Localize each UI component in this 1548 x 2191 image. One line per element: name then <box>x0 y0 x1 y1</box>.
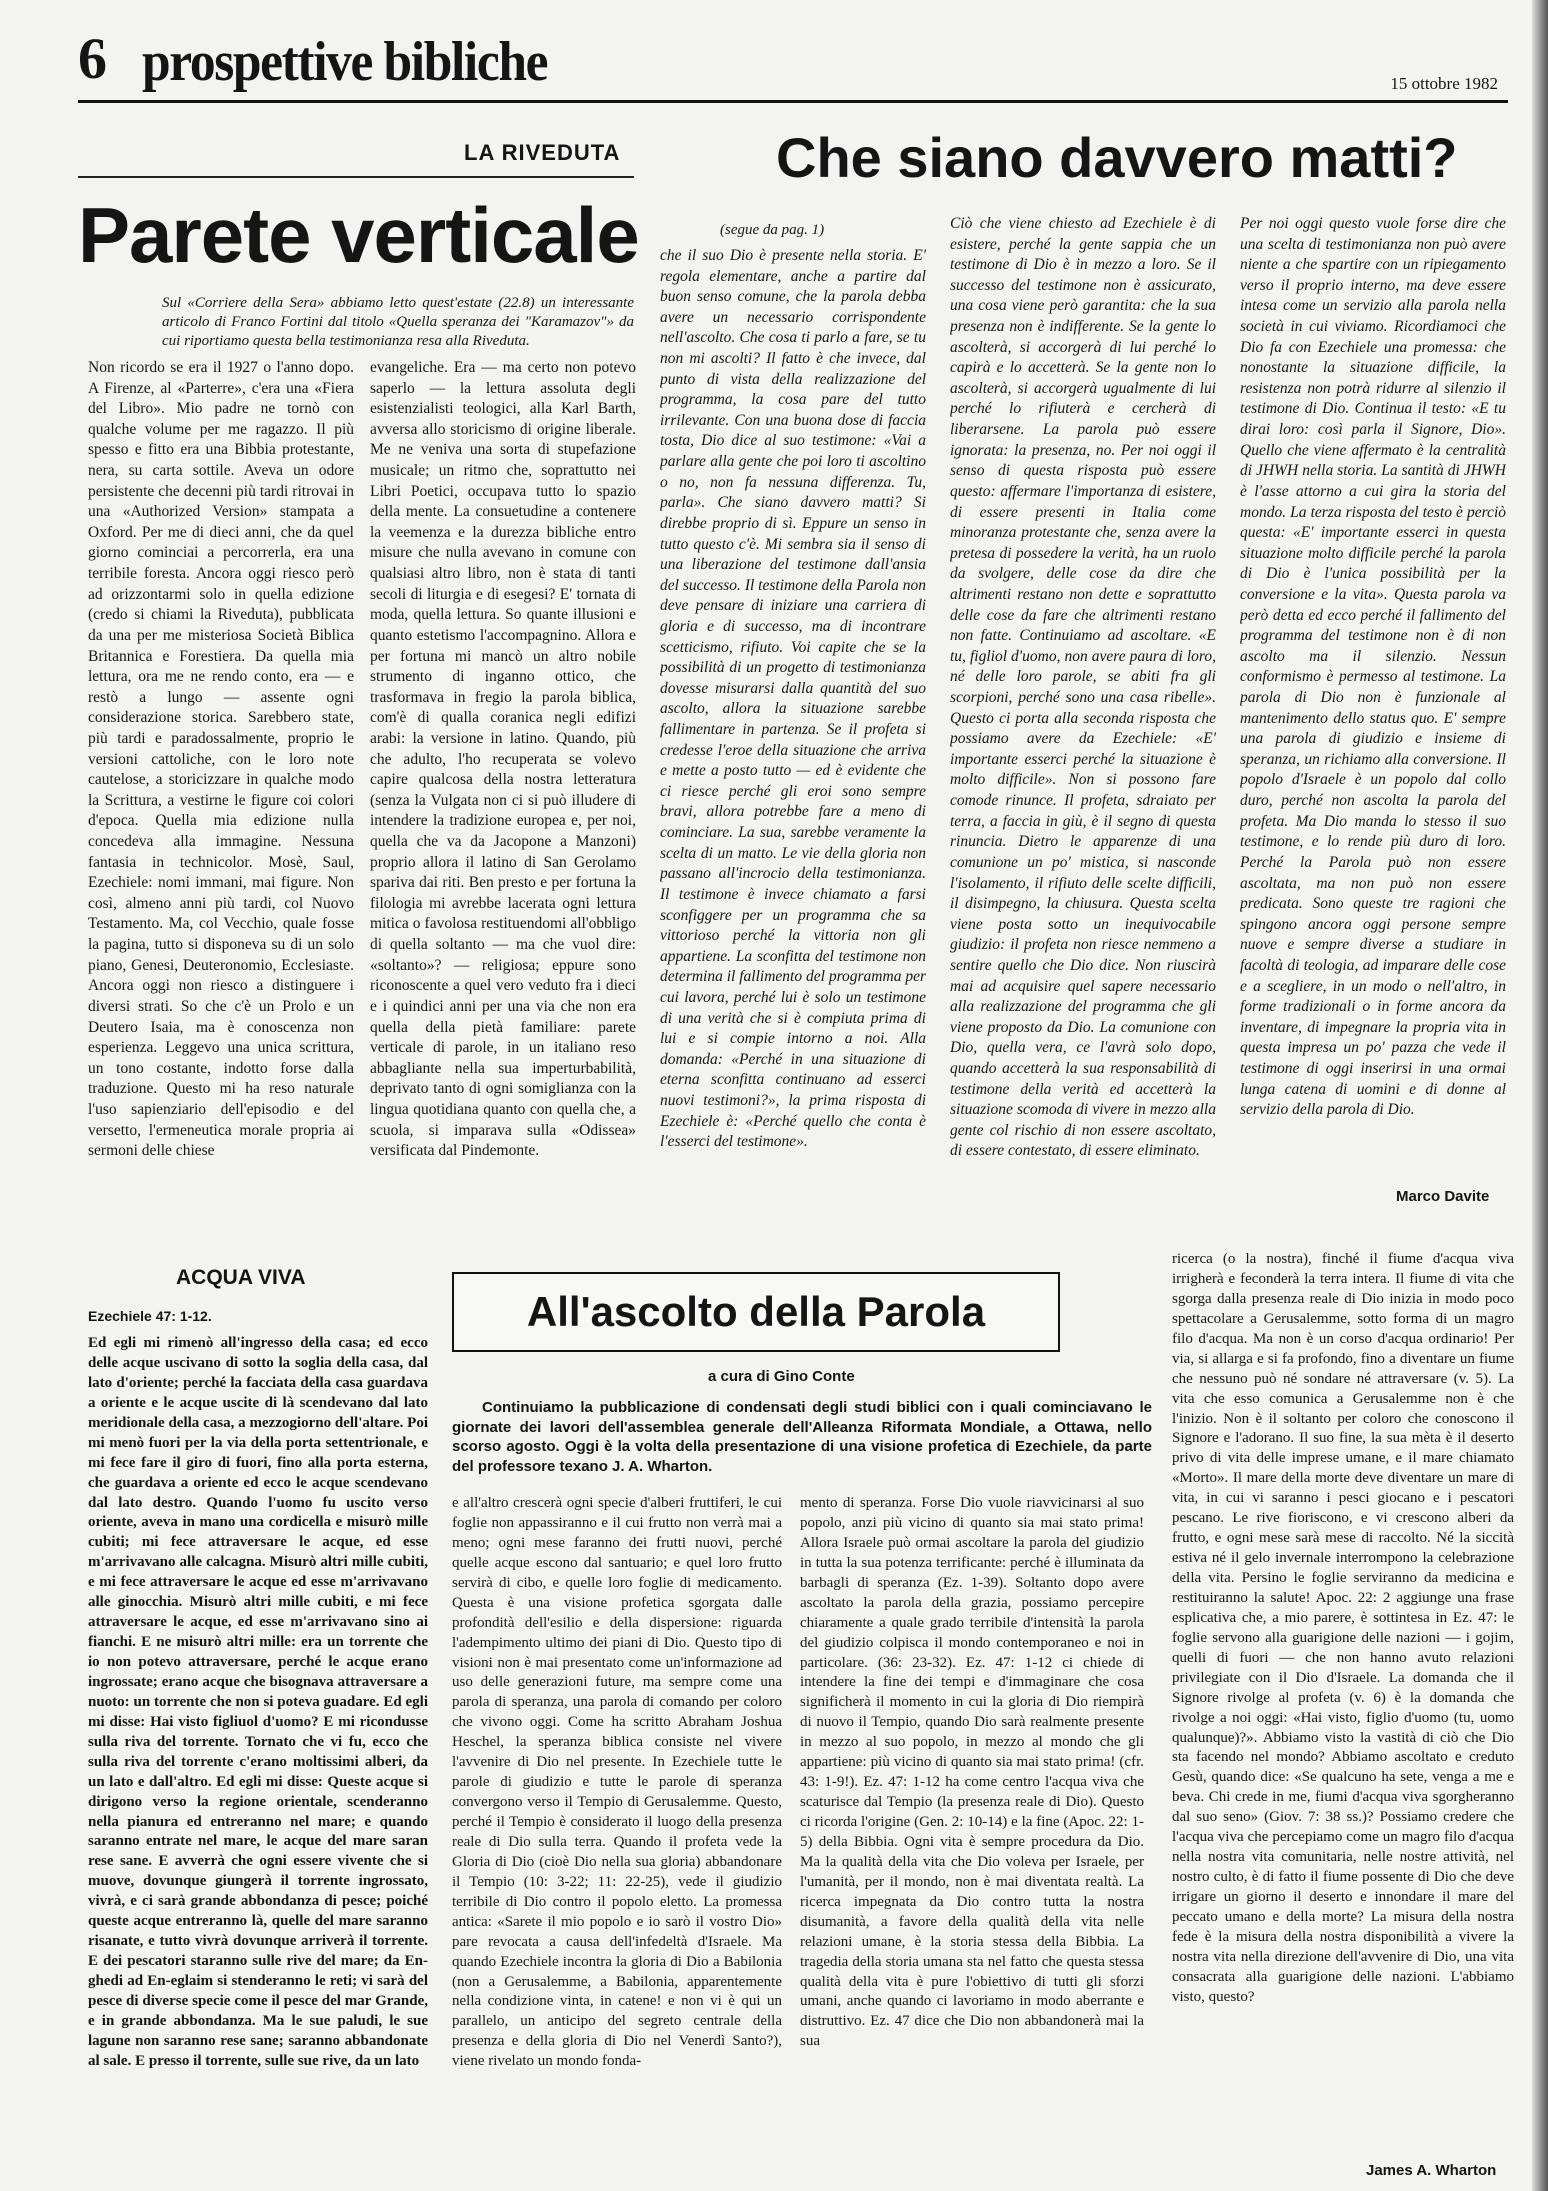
article2-column-1: che il suo Dio è presente nella storia. E' regola elementare, anche a partire dal buon senso comune, che la parola debba avere un necessario corrispondente nell'ascolto. Che cosa ti parlo a fare, se tu non mi ascolti? Il fatto è che invece, dal punto di vista della realizzazione del programma, la cosa pare del tutto irrilevante. Con una buona dose di faccia tosta, Dio dice al suo testimone: «Vai a parlare alla gente che poi loro ti ascoltino o no, non fa nessuna differenza. Tu, parla». Che siano davvero matti? Si direbbe proprio di sì. Eppure un senso in tutto questo c'è. Mi sembra sia il senso di una liberazione del testimone dall'ansia del successo. Il testimone della Parola non deve pensare di iniziare una carriera di gloria e di successo, ma di incontrare scetticismo, rifiuto. Voi capite che se la possibilità di un progetto di testimonianza dovesse misurarsi dalla quantità del suo ascolto, allora la situazione sarebbe fallimentare in partenza. Se il profeta si credesse l'eroe della situazione che arriva e mette a posto tutto — ed è evidente che ci riesce perché gli eroi sono sempre bravi, allora potrebbe fare a meno di cominciare. La sua, sarebbe veramente la scelta di un matto. Le vie della gloria non passano all'incrocio della testimonianza. Il testimone è invece chiamato a farsi sconfiggere per un programma che sa vittorioso perché la vittoria non gli appartiene. La sconfitta del testimone non determina il fallimento del programma per cui lavora, perché lui è solo un testimone di una verità che si è compiuta prima di lui e si compie intorno a noi. Alla domanda: «Perché in una situazione di eterna sconfitta continuano ad esserci nuovi testimoni?», la prima risposta di Ezechiele è: «Perché quello che conta è l'esserci del testimone». <box>660 247 926 1151</box>
article1-kicker: LA RIVEDUTA <box>464 140 621 165</box>
article3-column-3: ricerca (o la nostra), finché il fiume d'acqua viva irrigherà e feconderà la terra intera. Il fiume di vita che sgorga dalla presenza reale di Dio inizia in modo poco spettacolare a Gerusalemme, sotto forma di un magro filo d'acqua. Ma non è un corso d'acqua ordinario! Per via, si allarga e si fa profondo, fino a diventare un fiume che nessuno può né sondare né attraversare (v. 5). La vita che esso comunica a Gerusalemme non è che l'inizio. Non è il soltanto per coloro che conoscono il Signore e l'adorano. Il suo fine, la sua mèta è il deserto privo di vita delle imprese umane, e il mare chiamato «Morto». Il mare della morte deve diventare un mare di vita, in cui vi saranno i pesci giocano e i pescatori pescano. Le rive fioriscono, e vi crescono alberi da frutto, e ogni mese sarà mese di raccolto. Né la siccità estiva né il gelo invernale interrompono la celebrazione della vita. Persino le foglie serviranno da medicina e restituiranno la salute! Apoc. 22: 2 aggiunge una frase esplicativa che, a mio parere, è sottintesa in Ez. 47: le foglie servono alla guarigione delle nazioni — i gojim, quelli di fuori — che non hanno avuto relazioni privilegiate con il Dio d'Israele. La domanda che il Signore rivolge al profeta (v. 6) è la domanda che rivolge a noi oggi: «Hai visto, figlio d'uomo (tu, uomo qualunque)?». Abbiamo visto la vastità di ciò che Dio sta facendo nel mondo? Abbiamo ascoltato e creduto Gesù, quando dice: «Se qualcuno ha sete, venga a me e beva. Chi crede in me, fiumi d'acqua viva sgorgheranno dal suo seno» (Giov. 7: 38 ss.)? Possiamo credere che l'acqua viva che percepiamo come un magro filo d'acqua nella nostra vita comunitaria, nelle nostre attività, nel nostro culto, è di fatto il fiume possente di Dio che deve irrigare un giorno il deserto e innondare il mare del peccato umano e della morte? La misura della nostra fede è la misura della nostra disponibilità a vivere la nostra vita nella direzione dell'avvenire di Dio, una vita consacrata alla guarigione delle nazioni. L'abbiamo visto, questo? <box>1172 1251 1514 2005</box>
article2-signature: Marco Davite <box>1396 1188 1490 1205</box>
article1-lead: Sul «Corriere della Sera» abbiamo letto quest'estate (22.8) un interessante articolo di Franco Fortini dal titolo «Quella speranza dei "Karamazov"» da cui riportiamo questa bella testimonianza resa alla Riveduta. <box>162 295 634 349</box>
header-rule <box>78 100 1508 103</box>
article3-headline: All'ascolto della Parola <box>526 1288 986 1335</box>
scripture-text: Ed egli mi rimenò all'ingresso della casa; ed ecco delle acque uscivano di sotto la soglia della casa, dal lato d'oriente; perché la facciata della casa guardava a oriente e le acque uscite di là scendevano dal lato meridionale della casa, a mezzogiorno dell'altare. Poi mi menò fuori per la via della porta settentrionale, e mi fece fare il giro di fuori, fino alla porta esterna, che guardava a oriente ed ecco le acque scendevano dal lato destro. Quando l'uomo fu uscito verso oriente, aveva in mano una cordicella e misurò mille cubiti; mi fece attraversare le acque, ed esse m'arrivavano alle calcagna. Misurò altri mille cubiti, e mi fece attraversare le acque ed esse m'arrivavano alle ginocchia. Misurò altri mille cubiti, e mi fece attraversare le acque, ed esse m'arrivavano sino ai fianchi. E ne misurò altri mille: era un torrente che io non potevo attraversare, perché le acque erano ingrossate; erano acque che bisognava attraversare a nuoto: un torrente che non si poteva guadare. Ed egli mi disse: Hai visto figliuol d'uomo? E mi ricondusse sulla riva del torrente. Tornato che vi fu, ecco che sulla riva del torrente c'erano moltissimi alberi, da un lato e dall'altro. Ed egli mi disse: Queste acque si dirigono verso la regione orientale, scenderanno nella pianura ed entreranno nel mare; e quando saranno entrate nel mare, le acque del mare saran rese sane. E avverrà che ogni essere vivente che si muove, dovunque giungerà il torrente ingrossato, vivrà, e ci sarà grande abbondanza di pesce; poiché queste acque entreranno là, quelle del mare saranno risanate, e tutto vivrà dovunque arriverà il torrente. E dei pescatori staranno sulle rive del mare; da En-ghedi ad En-eglaim si stenderanno le reti; vi sarà del pesce di diverse specie come il pesce del mar Grande, e in grande abbondanza. Ma le sue paludi, le sue lagune non saranno rese sane; saranno abbandonate al sale. E presso il torrente, sulle sue rive, da un lato <box>88 1335 428 2069</box>
article1-headline: Parete verticale <box>78 191 639 279</box>
page-number: 6 <box>78 26 106 91</box>
section-title: prospettive bibliche <box>142 31 548 93</box>
article3-column-2: mento di speranza. Forse Dio vuole riavvicinarsi al suo popolo, anzi più vicino di quanto sia mai stato prima! Allora Israele può ormai ascoltare la parola del giudizio in tutta la sua potenza terrificante: perché è illuminata da barbagli di speranza (Ez. 1-39). Soltanto dopo avere ascoltato la parola della grazia, possiamo percepire chiaramente a quale grado terribile d'intensità la parola del giudizio colpisca il mondo contemporaneo e noi in particolare. (36: 23-32). Ez. 47: 1-12 ci chiede di intendere la fine dei tempi e d'immaginare che cosa significherà il momento in cui la gloria di Dio riempirà di nuovo il Tempio, quando Dio sarà realmente presente in mezzo al suo popolo, in mezzo al mondo che gli appartiene: più vicino di quanto sia mai stato prima! (cfr. 43: 1-9!). Ez. 47: 1-12 ha come centro l'acqua viva che scaturisce dal Tempio (la presenza reale di Dio). Questo ci ricorda l'origine (Gen. 2: 10-14) e la fine (Apoc. 22: 1-5) della Bibbia. Ogni vita è sempre procedura da Dio. Ma la qualità della vita che Dio voleva per Israele, per l'umanità, per il mondo, non è mai diventata realtà. La ricerca impegnata da Dio contro tutta la nostra disumanità, a favore della qualità della vita nelle relazioni umane, è la storia stessa della Bibbia. La tragedia della storia umana sta nel fatto che questa stessa qualità della vita è pure l'obiettivo di tutti gli sforzi umani, anche quando ci lavoriamo in modo aberrante e distruttivo. Ez. 47 dice che Dio non abbandonerà mai la sua <box>800 1495 1144 2050</box>
article1-column-1: Non ricordo se era il 1927 o l'anno dopo. A Firenze, al «Parterre», c'era una «Fiera del Libro». Mio padre ne tornò con qualche volume per me ragazzo. Il più spesso e fitto era una Bibbia protestante, nera, su carta sottile. Aveva un odore persistente che decenni più tardi ritrovai in una «Authorized Version» stampata a Oxford. Per me di dieci anni, che da quel giorno cominciai a percorrerla, era una terribile foresta. Ancora oggi riesco però ad orizzontarmi solo in quella edizione (credo si chiami la Riveduta), pubblicata da una per me misteriosa Società Biblica Britannica e Forestiera. Da quella mia lettura, ora me ne rendo conto, era — e restò a lungo — assente ogni considerazione storica. Sarebbero state, più tardi e paradossalmente, proprio le versioni cattoliche, con le loro note cautelose, a storicizzare in qualche modo la Scrittura, a vestirne le figure coi colori d'epoca. Quella mia edizione nulla concedeva alla immagine. Nessuna fantasia in technicolor. Mosè, Saul, Ezechiele: nomi immani, mai figure. Non così, almeno anni più tardi, col Nuovo Testamento. Ma, col Vecchio, quale fosse la pagina, tutto si disponeva su di un solo piano, Genesi, Deuteronomio, Ecclesiaste. Ancora oggi non riesco a distinguere i diversi strati. So che c'è un Prolo e un Deutero Isaia, ma è conoscenza non esperienza. Leggevo una unica scrittura, un tono costante, indotto forse dalla traduzione. Questo mi ha reso naturale l'uso sapienziario dell'episodio e del versetto, l'ermeneutica morale propria ai sermoni delle chiese <box>88 359 354 1160</box>
scripture-reference: Ezechiele 47: 1-12. <box>88 1308 212 1324</box>
article1-column-2: evangeliche. Era — ma certo non potevo saperlo — la lettura assoluta degli esistenzialisti teologici, alla Karl Barth, avversa allo storicismo di origine liberale. Me ne veniva una sorta di stupefazione musicale; un ritmo che, soprattutto nei Libri Poetici, occupava tutto lo spazio della mente. La consuetudine a contenere la veemenza e la durezza bibliche entro misure che nulla avevano in comune con qualsiasi altro libro, non è stata di tanti secoli di liturgia e di esegesi? E' tornata di moda, quella lettura. So quante illusioni e quanto estetismo l'accompagnino. Allora e per fortuna mi mancò un altro nobile strumento di inganno ottico, che trasformava in fregio la parola biblica, com'è di qualla coranica negli edifizi arabi: la versione in latino. Quando, più che adulto, l'ho recuperata se volevo capire qualcosa della nostra letteratura (senza la Vulgata non ci si può illudere di intendere la tradizione europea e, per noi, quella che va da Jacopone a Manzoni) proprio allora il latino di San Gerolamo spariva dai riti. Ben presto e per fortuna la filologia mi avrebbe lacerata ogni lettura mitica o favolosa restituendomi all'obbligo di quella soltanto — ma che vuol dire: «soltanto»? — religiosa; eppure sono riconoscente a quel vero veduto fra i dieci e i quindici anni per una via che non era quella della pietà familiare: parete verticale di parole, in un italiano reso abbagliante nella sua imperturbabilità, deprivato tanto di ogni somiglianza con la lingua quotidiana quanto con quella che, a scuola, si imparava sulla «Odissea» versificata dal Pindemonte. <box>370 359 636 1160</box>
article2-headline: Che siano davvero matti? <box>776 126 1458 189</box>
article2-column-2: Ciò che viene chiesto ad Ezechiele è di esistere, perché la gente sappia che un testimone di Dio è in mezzo a loro. Se il successo del testimone non è assicurato, una cosa viene però garantita: che la sua presenza non è indifferente. Se la gente lo ascolterà, si accorgerà di lui perché lo capirà e lo accetterà. Se la gente non lo ascolterà, si accorgerà ugualmente di lui perché lo rifiuterà e cercherà di liberarsene. La parola può essere ignorata: la presenza, no. Per noi oggi il senso di questa risposta può essere questo: affermare l'importanza di esistere, di essere presenti in Italia come minoranza protestante che, senza avere la pretesa di possedere la verità, ha un ruolo da svolgere, delle cose da dire che altrimenti restano non dette e soprattutto delle cose da fare che altrimenti restano non fatte. Continuiamo ad ascoltare. «E tu, figliol d'uomo, non avere paura di loro, né delle loro parole, se abiti fra gli scorpioni, perché sono una casa ribelle». Questo ci porta alla seconda risposta che possiamo avere da Ezechiele: «E' importante esserci perché la situazione è molto difficile». Non si possono fare comode rinunce. Il profeta, sdraiato per terra, a faccia in giù, è il segno di questa rinuncia. Dietro le apparenze di una comunione un po' mistica, si nasconde l'isolamento, il rifiuto delle scelte difficili, il disimpegno, la chiusura. Questa scelta viene posta sotto un inequivocabile giudizio: il profeta non riesce nemmeno a sentire quello che Dio dice. Non riuscirà mai ad acquisire quel sapere necessario alla realizzazione del programma che gli viene proposto da Dio. La comunione con Dio, quella vera, ce l'avrà solo dopo, quando accetterà la sua responsabilità di testimone della verità ed accetterà la situazione scomoda di vivere in mezzo alla gente col rischio di non essere ascoltato, di essere contestato, di essere eliminato. <box>950 215 1216 1160</box>
article3-column-1: e all'altro crescerà ogni specie d'alberi fruttiferi, le cui foglie non appassiranno e il cui frutto non verrà mai a meno; ogni mese faranno dei frutti nuovi, perché quelle acque escono dal santuario; e quel loro frutto servirà di cibo, e quelle loro foglie di medicamento. Questa è una visione profetica sgorgata dalle profondità dell'esilio e della dispersione: riguarda l'adempimento ultimo dei piani di Dio. Questo tipo di visioni non è mai presentato come un'informazione ad uso delle generazioni future, ma sempre come una parola di speranza, una parola di comando per coloro che vivono oggi. Come ha scritto Abraham Joshua Heschel, la speranza biblica consiste nel vivere l'avvenire di Dio nel presente. In Ezechiele tutte le parole di giudizio e tutte le parole di speranza convergono verso il Tempio di Gerusalemme. Questo, perché il Tempio è considerato il luogo della presenza reale di Dio sulla terra. Quando il profeta vede la Gloria di Dio (cioè Dio nella sua gloria) abbandonare il Tempio (10: 3-22; 11: 22-25), vede il giudizio terribile di Dio contro il popolo eletto. La promessa antica: «Sarete il mio popolo e io sarò il vostro Dio» pare revocata a causa dell'infedeltà d'Israele. Ma quando Ezechiele incontra la gloria di Dio a Babilonia (non a Gerusalemme, a Babilonia, apparentemente nella condizione vinta, in catene! e non vi è qui un parallelo, un anticipo del segreto centrale della presenza e della gloria di Dio nel Venerdì Santo?), viene rivelato un mondo fonda- <box>452 1495 782 2070</box>
issue-date: 15 ottobre 1982 <box>1390 74 1498 93</box>
article3-byline: a cura di Gino Conte <box>708 1368 855 1385</box>
kicker-rule <box>78 176 634 178</box>
page-edge-shadow <box>1532 0 1548 2191</box>
article3-intro: Continuiamo la pubblicazione di condensati degli studi biblici con i quali cominciavano le giornate dei lavori dell'assemblea generale dell'Alleanza Riformata Mondiale, a Ottawa, nello scorso agosto. Oggi è la volta della presentazione di una visione profetica di Ezechiele, da parte del professore texano J. A. Wharton. <box>452 1399 1152 1475</box>
article3-headline-box <box>452 1272 1060 1352</box>
continued-note: (segue da pag. 1) <box>720 222 825 238</box>
article3-kicker: ACQUA VIVA <box>176 1266 306 1289</box>
article2-column-3: Per noi oggi questo vuole forse dire che una scelta di testimonianza non può avere niente a che spartire con un ripiegamento verso il proprio interno, ma deve essere intesa come un servizio alla parola nella società in cui viviamo. Ricordiamoci che Dio fa con Ezechiele una promessa: che nonostante la situazione difficile, la resistenza non potrà ridurre al silenzio il testimone di Dio. Continua il testo: «E tu dirai loro: così parla il Signore, Dio». Quello che viene affermato è la centralità di JHWH nella storia. La santità di JHWH è l'asse attorno a cui gira la storia del mondo. La terza risposta del testo è perciò questa: «E' importante esserci in questa situazione molto difficile perché la parola di Dio è l'unica possibilità per la conversione e la vita». Questa parola va però detta ed ecco perché il fallimento del programma del testimone non è di non ascolto ma il silenzio. Nessun conformismo è permesso al testimone. La parola di Dio non è funzionale al mantenimento dello status quo. E' sempre una parola di giudizio e insieme di speranza, un richiamo alla conversione. Il popolo d'Israele è un popolo dal collo duro, perché non ascolta la parola del profeta. Ma Dio manda lo stesso il suo testimone, e lo rende più duro di loro. Perché la Parola può non essere ascoltata, ma non può non essere predicata. Sono queste tre ragioni che spingono ancora oggi persone sempre nuove e sempre diverse a studiare in facoltà di teologia, ad imparare delle cose e a scegliere, in un modo o nell'altro, in forme tradizionali o in forme ancora da inventare, di impegnare la propria vita in questa impresa un po' pazza che vede il testimone di oggi inserirsi in una ormai lunga catena di uomini e di donne al servizio della parola di Dio. <box>1240 215 1506 1119</box>
article3-signature: James A. Wharton <box>1366 2162 1497 2179</box>
